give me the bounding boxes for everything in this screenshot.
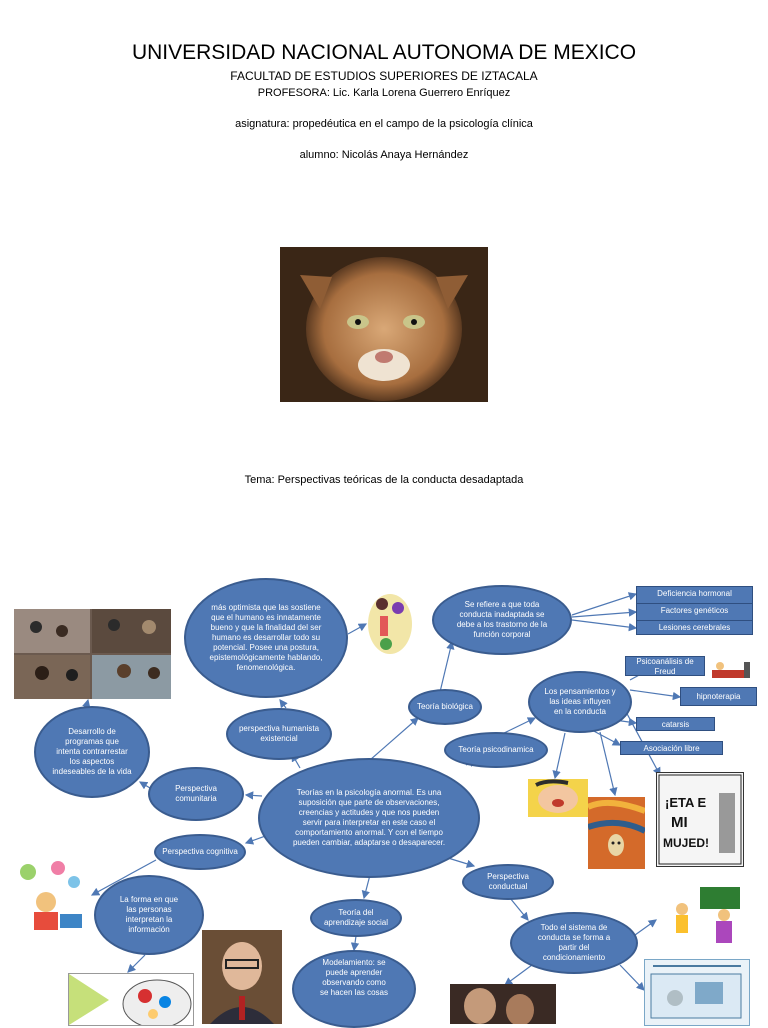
psicodinamica-description-node (528, 671, 632, 733)
svg-text:MI: MI (671, 814, 688, 831)
lesiones-box (636, 620, 753, 635)
deficiencia-text: Deficiencia hormonal (657, 589, 732, 598)
psicodinamica-description-text: Los pensamientos y las ideas influyen en la conducta (544, 687, 616, 716)
biologica-node (408, 689, 482, 725)
deficiencia-box (636, 586, 753, 604)
psicoanalisis-text: Psicoanálisis de Freud (636, 657, 694, 676)
lesiones-text: Lesiones cerebrales (658, 623, 731, 632)
comunitaria-text: Perspectiva comunitaria (175, 784, 217, 803)
cognitiva-text: Perspectiva cognitiva (162, 847, 238, 856)
catarsis-text: catarsis (661, 720, 690, 729)
teacher-student-cartoon (656, 887, 742, 949)
svg-text:¡ETA E: ¡ETA E (665, 795, 707, 810)
freud-couch-cartoon (710, 656, 754, 682)
biologica-text: Teoría biológica (416, 702, 474, 711)
cartoon-person-balloon (366, 588, 414, 656)
topic-line: Tema: Perspectivas teóricas de la conducta desadaptada (244, 474, 524, 486)
student-line: alumno: Nicolás Anaya Hernández (299, 149, 469, 161)
bandura-portrait (202, 930, 282, 1024)
screaming-woman-popart (528, 779, 588, 817)
comunitaria-node (148, 767, 244, 821)
biologica-description-node (432, 585, 572, 655)
asociacion-text: Asociación libre (643, 744, 700, 753)
conductual-description-text: Todo el sistema de conducta se forma a partir del condicionamiento (537, 923, 611, 962)
comic-strip (656, 772, 744, 867)
comunitaria-description-node (34, 706, 150, 798)
brain-collage (68, 973, 194, 1026)
geneticos-box (636, 603, 753, 621)
humanista-description-node (184, 578, 348, 698)
asociacion-box (620, 741, 723, 755)
faculty-line: FACULTAD DE ESTUDIOS SUPERIORES DE IZTACALA (230, 69, 538, 83)
cognitiva-description-node (94, 875, 204, 955)
svg-text:MUJED!: MUJED! (663, 836, 710, 850)
comunitaria-description-text: Desarrollo de programas que intenta contrarrestar los aspectos indeseables de la vida (52, 727, 132, 776)
cognitiva-node (154, 834, 246, 870)
humanista-text: perspectiva humanista existencial (238, 724, 320, 743)
hipnoterapia-text: hipnoterapia (696, 692, 741, 701)
aprendizaje-description-text: Modelamiento: se puede aprender observando como se hacen las cosas (319, 958, 389, 997)
cognitiva-description-text: La forma en que las personas interpretan la información (119, 895, 179, 934)
humanista-node (226, 708, 332, 760)
aprendizaje-description-node (292, 950, 416, 1028)
skinner-box-diagram (644, 959, 750, 1026)
university-title: UNIVERSIDAD NACIONAL AUTONOMA DE MEXICO (131, 41, 637, 64)
the-scream-painting (588, 797, 645, 869)
conductual-description-node (510, 912, 638, 974)
biologica-description-text: Se refiere a que toda conducta inadaptada se debe a los trastorno de la función corporal (456, 600, 548, 639)
central-node (258, 758, 480, 878)
child-thinking-cartoon (10, 858, 86, 934)
aprendizaje-text: Teoría del aprendizaje social (323, 908, 389, 927)
hipnoterapia-box (680, 687, 757, 706)
central-text: Teorías en la psicología anormal. Es una suposición que parte de observaciones, creencias y actitudes y que nos pueden servir para interpretar en este caso el comportamiento anormal. Y con el tiempo pueden cambiar, adaptarse o desaparecer. (292, 788, 446, 847)
subject-line: asignatura: propedéutica en el campo de la psicología clínica (235, 118, 533, 130)
catarsis-box (636, 717, 715, 731)
aprendizaje-node (310, 899, 402, 937)
community-photo-collage (14, 609, 171, 699)
psicodinamica-node (444, 732, 548, 768)
psicodinamica-text: Teoría psicodinamica (458, 745, 534, 754)
humanista-description-text: más optimista que las sostiene que el humano es innatamente bueno y que la finalidad del ser humano es desarrollar todo su potencial. Posee una postura, epistemológicamente hablando, fenomenológica. (209, 603, 323, 672)
conductual-node (462, 864, 554, 900)
modeling-photo (450, 984, 556, 1024)
geneticos-text: Factores genéticos (660, 606, 729, 615)
psicoanalisis-box (625, 656, 705, 676)
professor-line: PROFESORA: Lic. Karla Lorena Guerrero Enríquez (257, 87, 511, 99)
conductual-text: Perspectiva conductual (487, 872, 529, 891)
